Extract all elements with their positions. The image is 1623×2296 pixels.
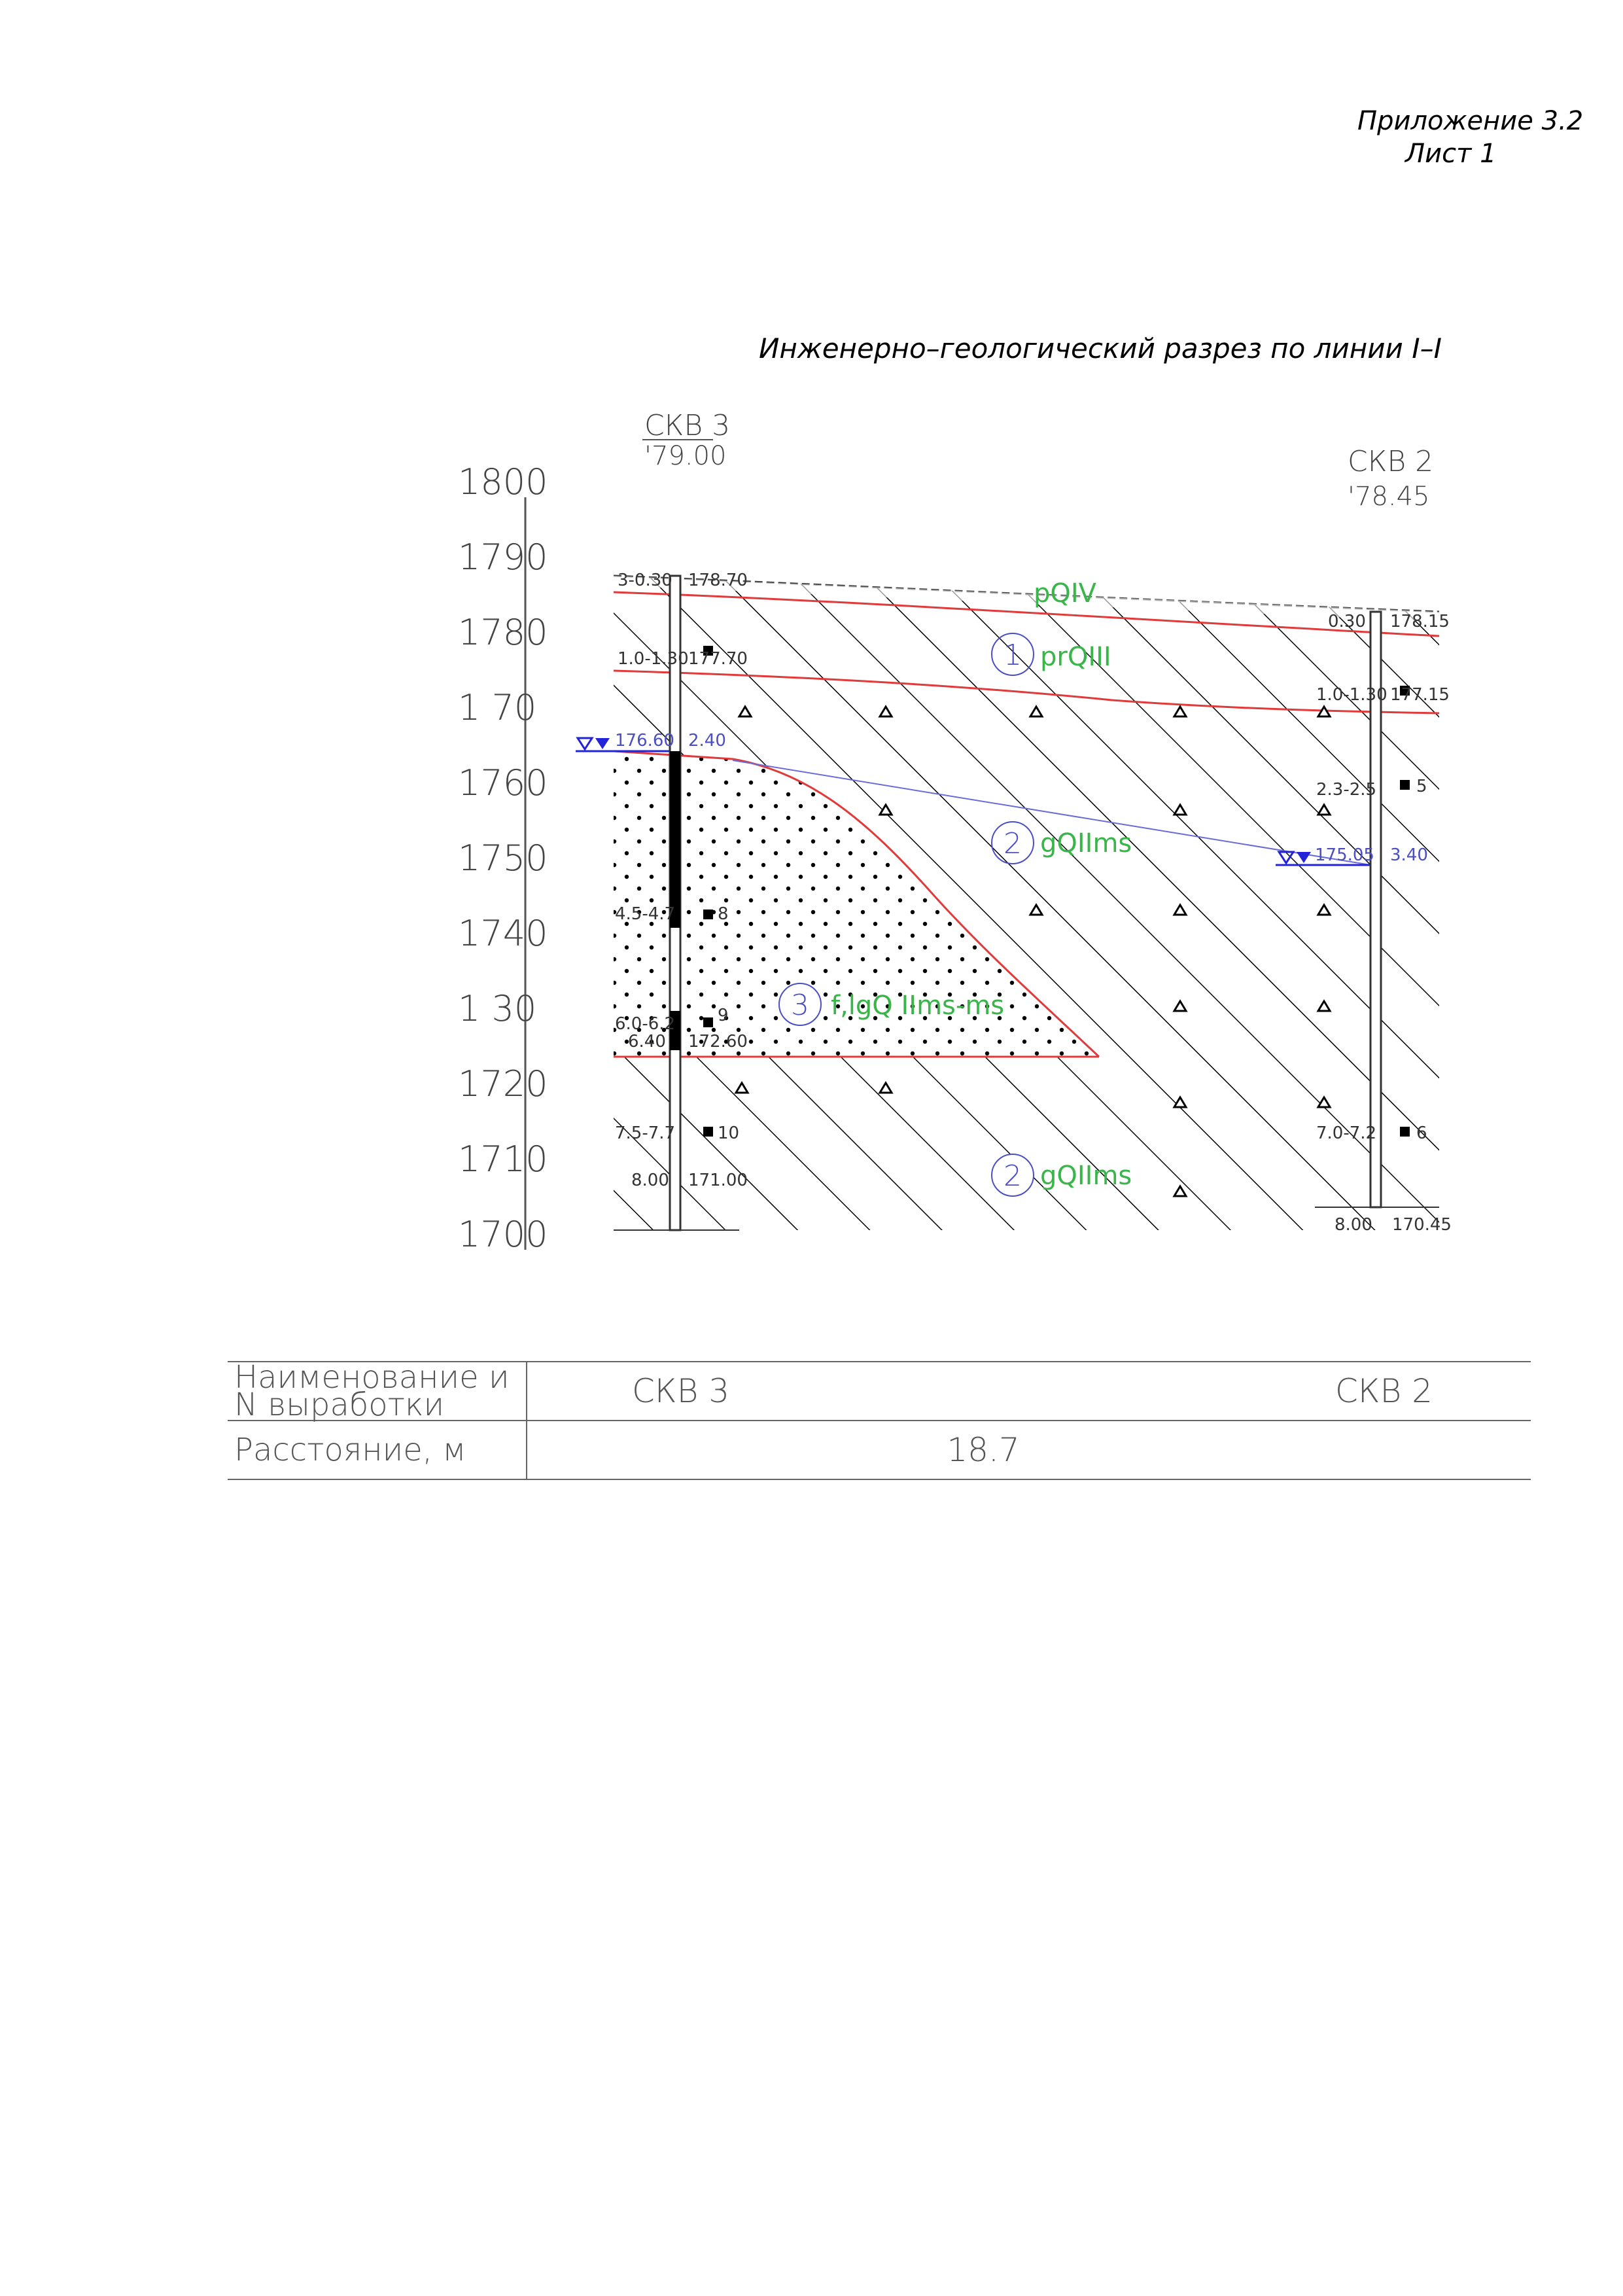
depth-label: 7.5-7.7	[615, 1123, 676, 1143]
depth-label: 6.40	[628, 1032, 666, 1051]
well-header-skv3	[642, 409, 730, 471]
sample-marker-icon	[703, 1127, 713, 1137]
scale-tick-label: 1760	[458, 762, 548, 804]
sample-marker-icon	[703, 1017, 713, 1027]
water-elevation-label: 175.05	[1315, 845, 1374, 865]
sample-marker-icon	[1400, 780, 1410, 790]
layer-number: 1	[1003, 639, 1022, 672]
well-name: СКВ 2	[1348, 445, 1434, 478]
elevation-scale	[458, 461, 548, 1255]
scale-tick-label: 1 70	[458, 687, 537, 728]
scale-tick-label: 1740	[458, 913, 548, 954]
sample-number: 8	[718, 904, 729, 924]
well-elevation: '78.45	[1348, 482, 1430, 512]
section-data-table	[228, 1361, 1531, 1480]
depth-label: 0.30	[1328, 612, 1366, 631]
depth-label: 7.0-7.2	[1316, 1123, 1377, 1143]
scale-tick-label: 1720	[458, 1063, 548, 1104]
well-name-cell: СКВ 2	[1038, 1362, 1531, 1421]
sheet-label: Лист 1	[1405, 139, 1497, 169]
well-name-cell: СКВ 3	[527, 1362, 1038, 1421]
layer-code: gQIIms	[1040, 828, 1132, 858]
distance-cell: 18.7	[527, 1421, 1531, 1479]
elevation-label: 177.70	[688, 649, 748, 669]
water-elevation-label: 176.60	[615, 731, 674, 751]
layer-code: gQIIms	[1040, 1161, 1132, 1191]
water-level-icon	[595, 738, 610, 749]
appendix-label: Приложение 3.2	[1357, 106, 1584, 136]
layer-number: 2	[1003, 827, 1022, 860]
well-header-skv2	[1348, 445, 1433, 512]
water-depth-label: 2.40	[688, 731, 726, 751]
table-row	[228, 1421, 1531, 1479]
water-bearing-interval	[670, 751, 680, 928]
scale-tick-label: 1800	[458, 461, 548, 503]
sample-number: 10	[718, 1123, 740, 1143]
scale-tick-label: 1750	[458, 838, 548, 879]
depth-label: 3-0.30	[618, 571, 672, 590]
bottom-depth-label: 8.00	[631, 1171, 669, 1190]
layer-label-2-upper	[992, 822, 1132, 864]
scale-tick-label: 1710	[458, 1139, 548, 1180]
water-depth-label: 3.40	[1390, 845, 1428, 865]
bottom-elevation-label: 170.45	[1392, 1215, 1452, 1235]
sample-number: 5	[1416, 777, 1427, 796]
depth-label: 4.5-4.7	[615, 904, 676, 924]
depth-label: 6.0-6.2	[615, 1014, 676, 1034]
layer-code: f,lgQ IIms-ms	[831, 991, 1005, 1021]
bottom-depth-label: 8.00	[1335, 1215, 1372, 1235]
sample-marker-icon	[1400, 1127, 1410, 1137]
depth-label: 1.0-1.30	[618, 649, 689, 669]
table-row	[228, 1362, 1531, 1421]
well-name: СКВ 3	[644, 409, 731, 442]
scale-tick-label: 1790	[458, 537, 548, 578]
well-elevation: '79.00	[644, 441, 727, 471]
scale-tick-label: 1 30	[458, 988, 537, 1029]
sample-number: 9	[718, 1006, 729, 1025]
bottom-elevation-label: 171.00	[688, 1171, 748, 1190]
scale-tick-label: 1780	[458, 612, 548, 653]
layer-code: prQIII	[1040, 642, 1111, 672]
sample-marker-icon	[703, 910, 713, 919]
layer-number: 3	[791, 989, 809, 1022]
depth-label: 1.0-1.30	[1316, 685, 1387, 705]
layer-label-2-lower	[992, 1154, 1132, 1196]
layer-number: 2	[1003, 1159, 1022, 1193]
section-title: Инженерно–геологический разрез по линии I–I	[759, 332, 1442, 364]
water-level-icon	[578, 738, 592, 749]
depth-label: 2.3-2.5	[1316, 780, 1377, 800]
elevation-label: 172.60	[688, 1032, 748, 1051]
elevation-label: 178.15	[1390, 612, 1450, 631]
elevation-label: 178.70	[688, 571, 748, 590]
row-label-distance: Расстояние, м	[228, 1421, 527, 1479]
scale-tick-label: 1700	[458, 1214, 548, 1255]
elevation-label: 177.15	[1390, 685, 1450, 705]
layer-code: pQIV	[1034, 578, 1097, 609]
sample-number: 6	[1416, 1123, 1427, 1143]
row-label-wells: Наименование и N выработки	[228, 1362, 527, 1421]
